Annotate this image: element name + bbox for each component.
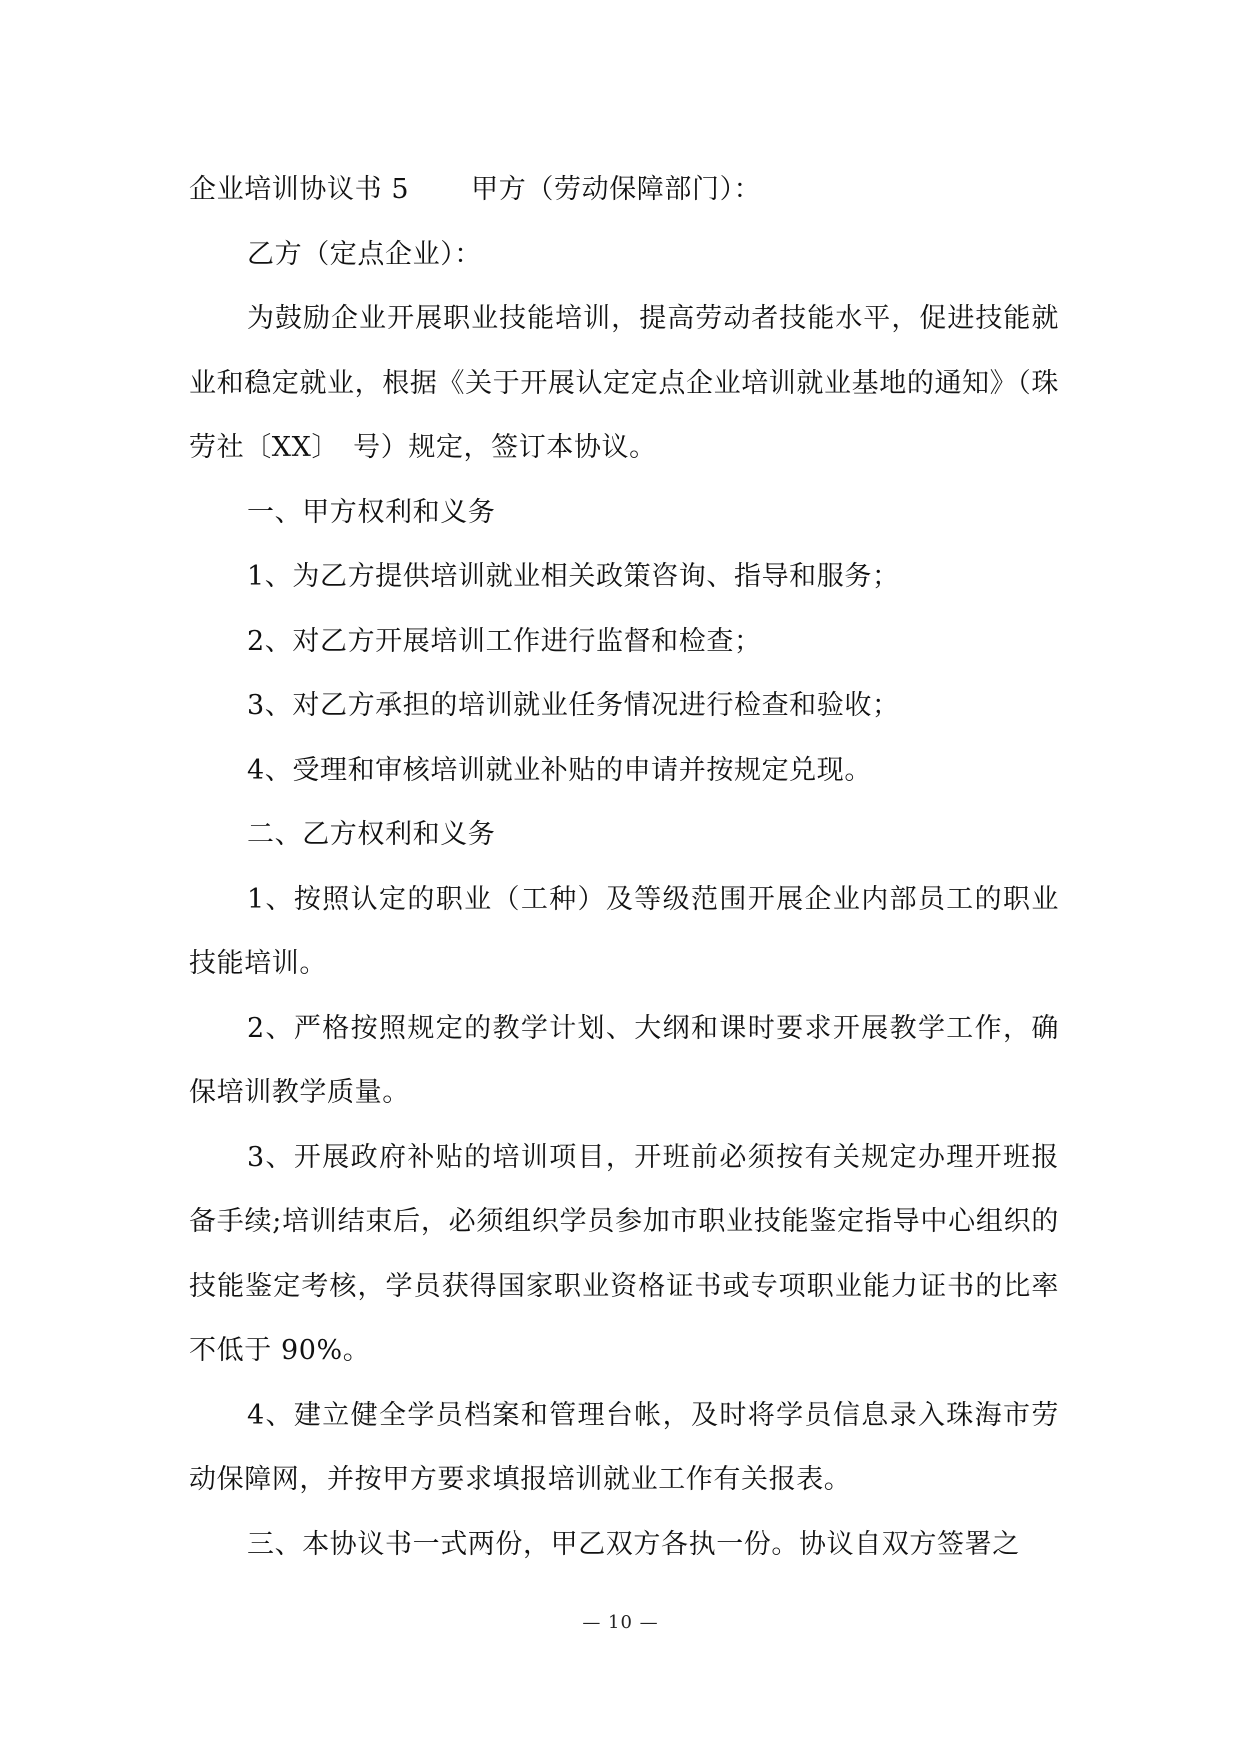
section-1-title: 一、甲方权利和义务 bbox=[247, 496, 496, 528]
section-2-item: 3、开展政府补贴的培训项目，开班前必须按有关规定办理开班报备手续;培训结束后，必须组织学员参加市职业技能鉴定指导中心组织的技能鉴定考核，学员获得国家职业资格证书或专项职业能力证书的比率不低于 90%。 bbox=[189, 1141, 1059, 1366]
page-number: — 10 — bbox=[582, 1612, 659, 1633]
section-1-item: 1、为乙方提供培训就业相关政策咨询、指导和服务； bbox=[247, 561, 900, 592]
intro-paragraph: 为鼓励企业开展职业技能培训，提高劳动者技能水平，促进技能就业和稳定就业，根据《关于开展认定定点企业培训就业基地的通知》（珠劳社〔XX〕 号）规定，签订本协议。 bbox=[189, 303, 1059, 463]
section-2-item: 1、按照认定的职业（工种）及等级范围开展企业内部员工的职业技能培训。 bbox=[189, 883, 1059, 979]
party-a-label: 甲方（劳动保障部门）： bbox=[471, 174, 762, 205]
section-2-item: 4、建立健全学员档案和管理台帐，及时将学员信息录入珠海市劳动保障网，并按甲方要求填报培训就业工作有关报表。 bbox=[189, 1399, 1059, 1495]
section-2-item: 2、严格按照规定的教学计划、大纲和课时要求开展教学工作，确保培训教学质量。 bbox=[189, 1012, 1059, 1108]
section-2-title: 二、乙方权利和义务 bbox=[247, 819, 496, 850]
document-heading-line bbox=[189, 158, 1059, 223]
section-1-item: 2、对乙方开展培训工作进行监督和检查； bbox=[247, 625, 762, 657]
section-1-item: 4、受理和审核培训就业补贴的申请并按规定兑现。 bbox=[247, 754, 872, 786]
section-1-item: 3、对乙方承担的培训就业任务情况进行检查和验收； bbox=[247, 690, 900, 721]
document-title: 企业培训协议书 5 bbox=[189, 174, 410, 205]
document-body bbox=[189, 158, 1059, 1577]
section-3-paragraph: 三、本协议书一式两份，甲乙双方各执一份。协议自双方签署之 bbox=[247, 1528, 1020, 1560]
party-b-label: 乙方（定点企业）： bbox=[247, 238, 482, 270]
